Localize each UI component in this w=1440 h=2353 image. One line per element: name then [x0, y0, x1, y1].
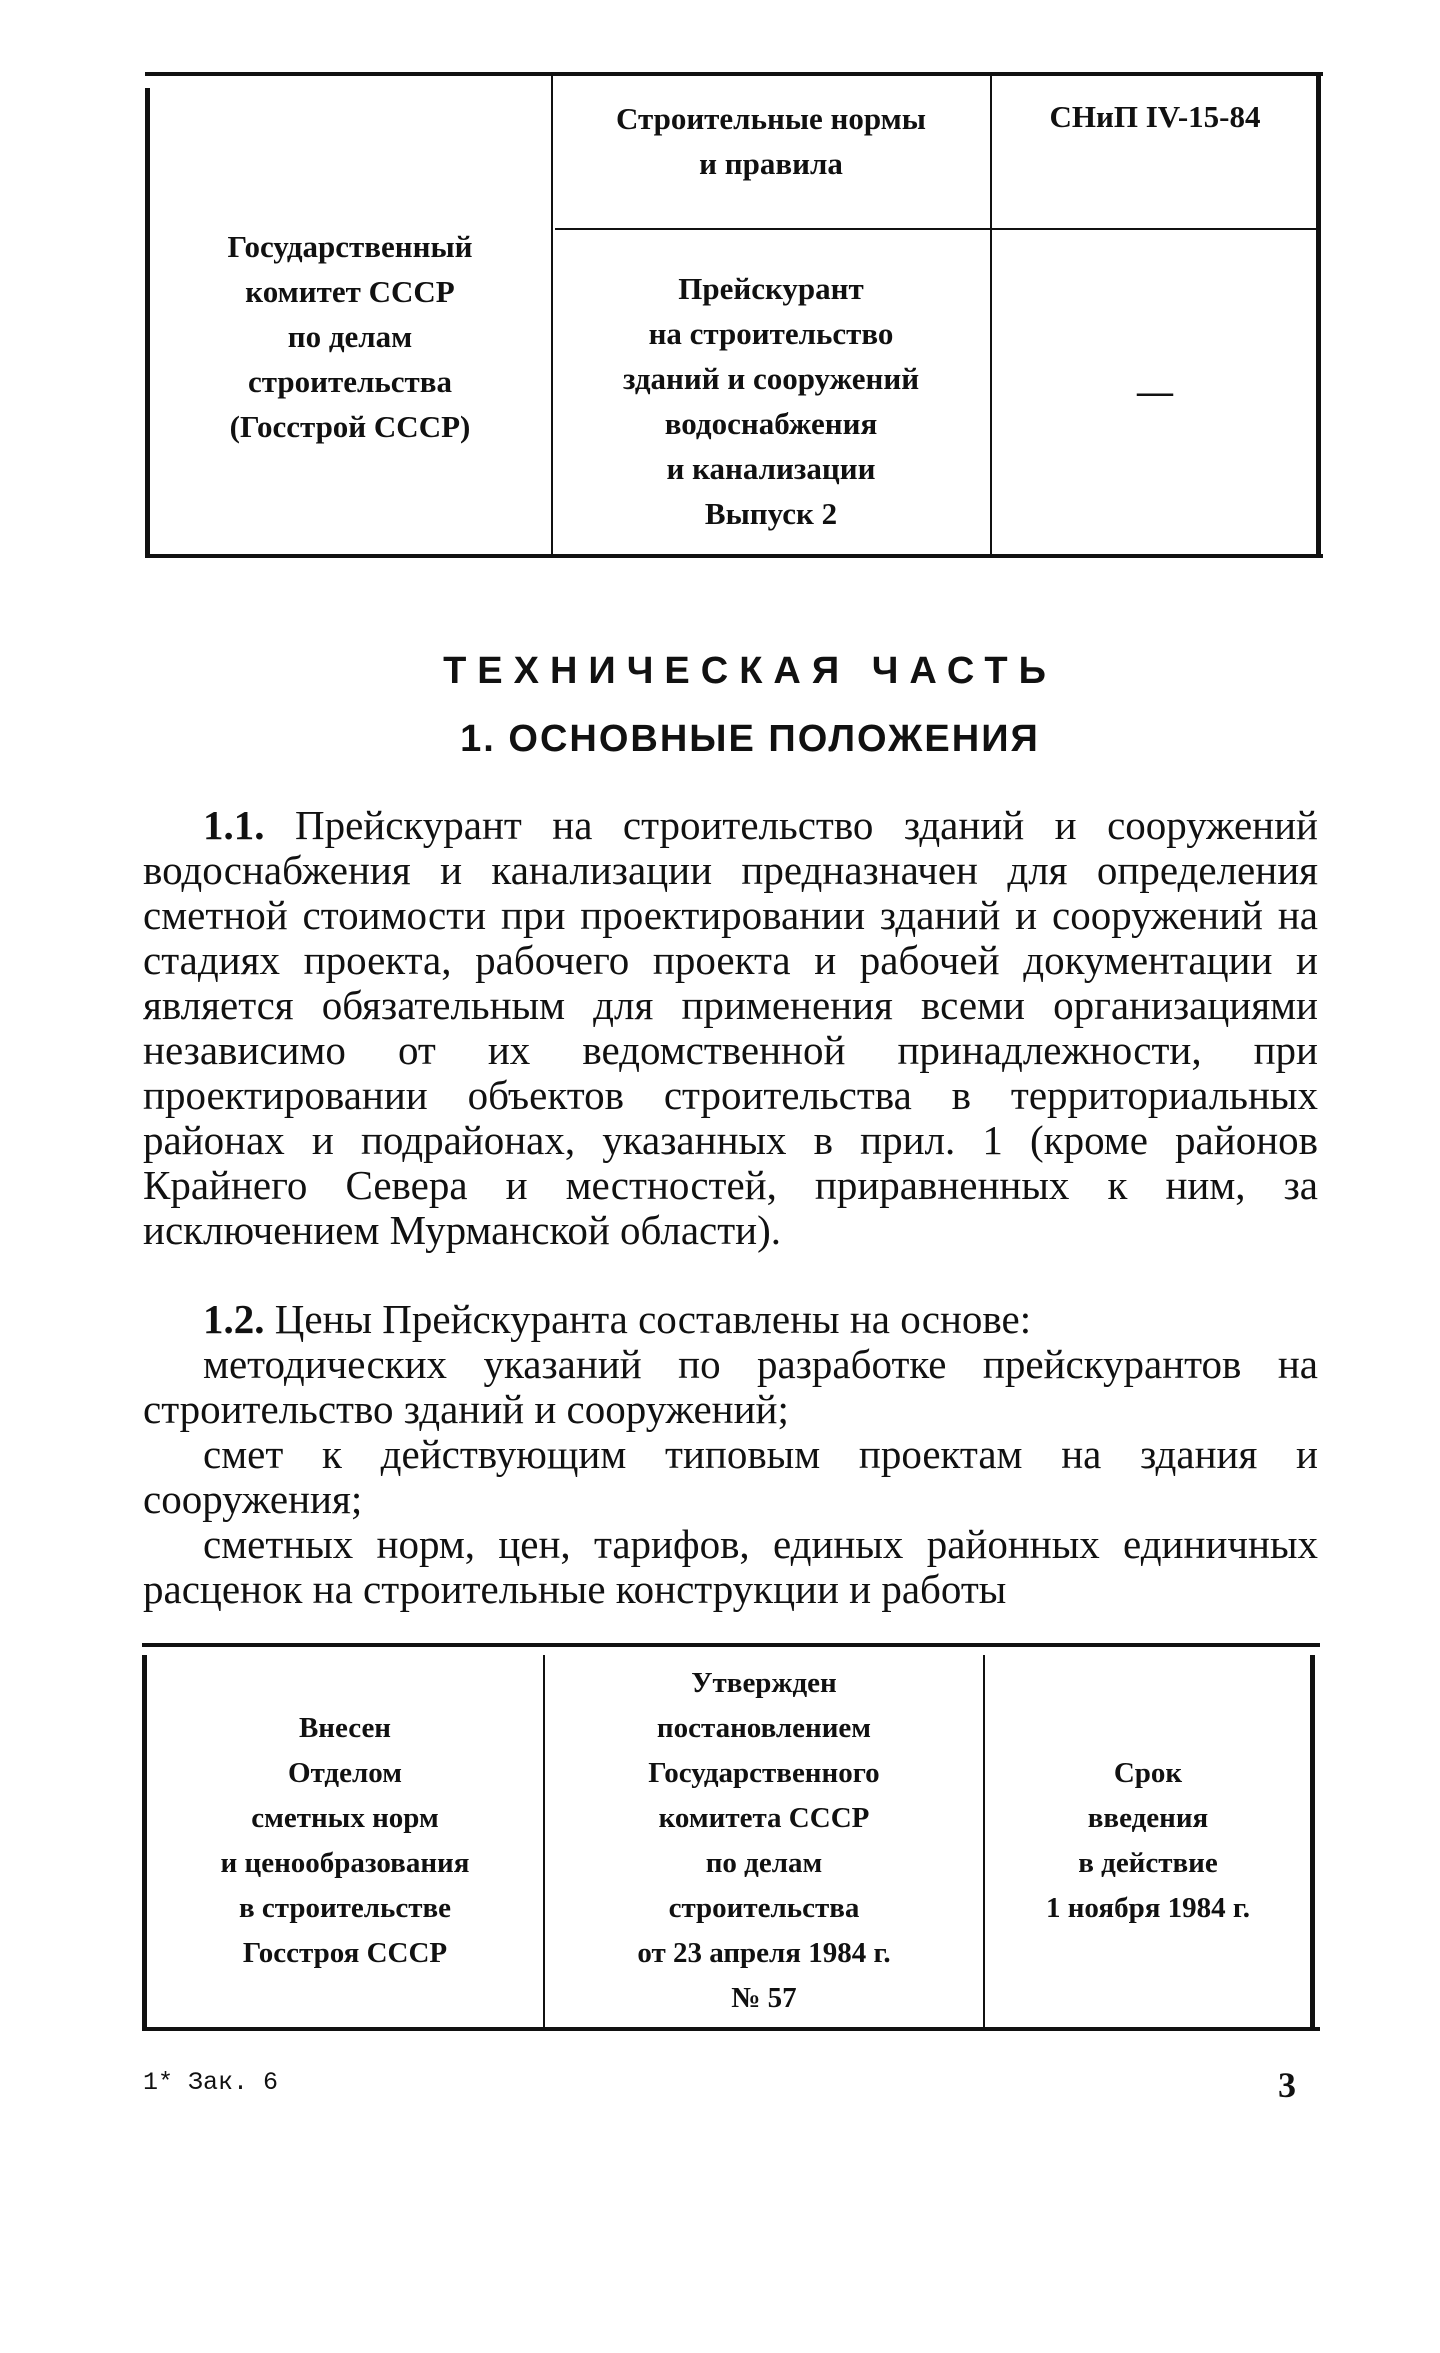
subsection-title: 1. ОСНОВНЫЕ ПОЛОЖЕНИЯ: [460, 718, 1040, 760]
footer-table-divider-1: [543, 1655, 545, 2027]
section-title: ТЕХНИЧЕСКАЯ ЧАСТЬ: [443, 650, 1057, 692]
effective-date: Срок введения в действие 1 ноября 1984 г.: [1045, 1757, 1251, 1924]
header-table-inner-rule: [555, 228, 1317, 230]
header-table-divider-2: [990, 76, 992, 556]
paragraph-1-2-number: 1.2.: [203, 1296, 265, 1342]
paragraph-1-1: [143, 803, 1318, 1253]
paragraph-methodical: методических указаний по разработке прейскурантов на строительство зданий и сооружений;: [143, 1341, 1318, 1432]
footer-table-right-border: [1310, 1655, 1315, 2030]
approved-by: Утвержден постановлением Государственного комитета СССР по делам строительства от 23 апреля 1984 г. № 57: [637, 1667, 891, 2014]
paragraph-1-1-number: 1.1.: [203, 802, 265, 848]
paragraph-1-2-text: Цены Прейскуранта составлены на основе:: [264, 1296, 1032, 1342]
document-type: Строительные нормы и правила: [616, 101, 926, 181]
paragraph-1-2: [143, 1297, 1318, 1342]
header-table-left-border: [145, 88, 150, 558]
paragraph-estimates: смет к действующим типовым проектам на здания и сооружения;: [143, 1431, 1318, 1522]
document-code: СНиП IV-15-84: [1049, 99, 1261, 134]
header-table-bottom-rule: [145, 554, 1323, 558]
footer-table-top-rule: [142, 1643, 1320, 1647]
footer-table-divider-2: [983, 1655, 985, 2027]
header-table-top-rule: [145, 72, 1323, 76]
header-table-divider-1: [551, 76, 553, 556]
printing-footnote: 1* Зак. 6: [143, 2068, 279, 2097]
header-table-right-border: [1316, 76, 1321, 558]
issuing-organization: Государственный комитет СССР по делам строительства (Госстрой СССР): [227, 228, 473, 444]
footer-table-bottom-rule: [142, 2027, 1320, 2031]
document-title: Прейскурант на строительство зданий и сооружений водоснабжения и канализации Выпуск 2: [622, 271, 920, 531]
footer-table-left-border: [142, 1655, 147, 2030]
paragraph-1-1-text: Прейскурант на строительство зданий и сооружений водоснабжения и канализации предназначен для определения сметной стоимости при проектировании зданий и сооружений на стадиях проекта, рабочего проекта и рабочей документации и является обязательным для применения всеми организациями независимо от их ведомственной принадлежности, при проектировании объектов строительства в территориальных районах и подрайонах, указанных в прил. 1 (кроме районов Крайнего Севера и местностей, приравненных к ним, за исключением Мурманской области).: [143, 802, 1318, 1253]
page-number: 3: [1278, 2065, 1296, 2105]
submitted-by: Внесен Отделом сметных норм и ценообразования в строительстве Госстроя СССР: [220, 1712, 470, 1969]
paragraph-norms: сметных норм, цен, тарифов, единых районных единичных расценок на строительные конструкции и работы: [143, 1521, 1318, 1612]
replaces-dash: —: [1137, 370, 1173, 411]
